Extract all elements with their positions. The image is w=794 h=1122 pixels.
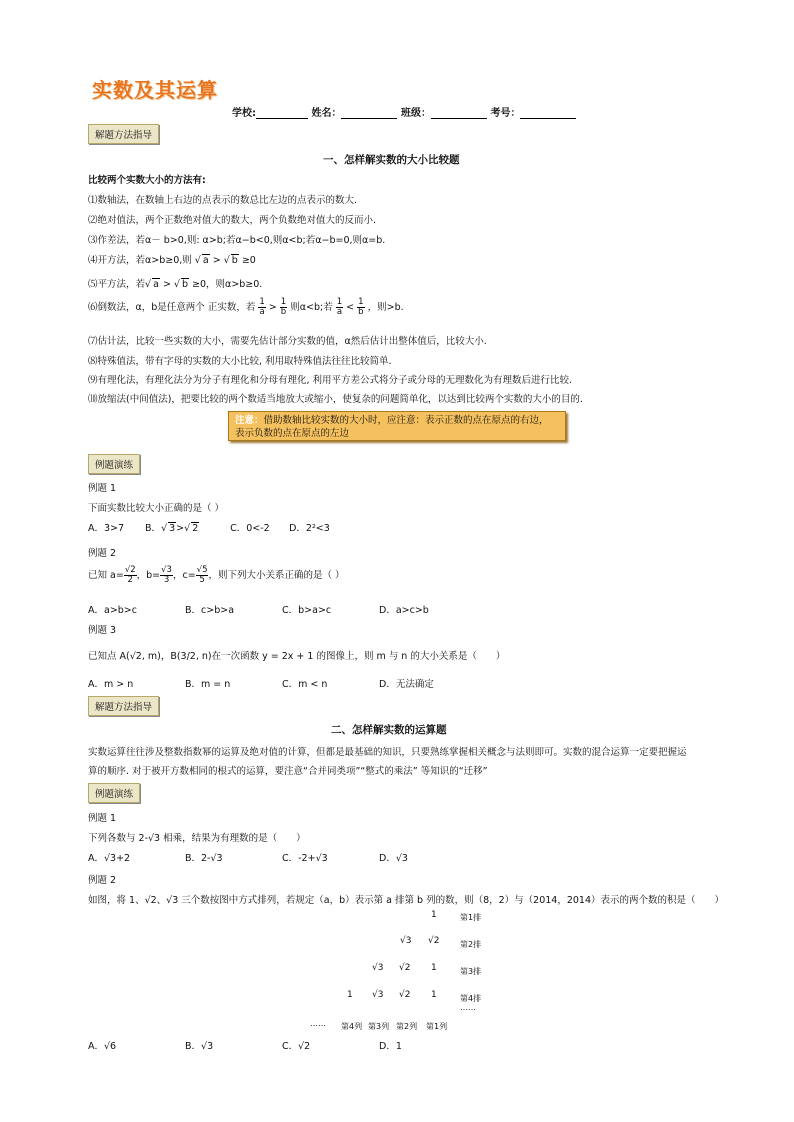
- col-dots: ……: [310, 1019, 326, 1028]
- method-6: ⑹倒数法，α，b是任意两个 正实数，若 $\frac{1}{a}$ > $\frac{1}{b}$ 则α<b;若 $\frac{1}{a}$ < $\frac{1}{b}$ ，则>b.: [88, 297, 404, 317]
- col-label-2: 第2列: [396, 1022, 418, 1031]
- exam-no-label: 考号：: [490, 108, 521, 119]
- name-label: 姓名：: [311, 108, 342, 119]
- method-9: ⑼有理化法，有理化法分为分子有理化和分母有理化, 利用平方差公式将分子或分母的无理数化为有理数后进行比较.: [88, 375, 573, 386]
- note-box: 注意：借助数轴比较实数的大小时，应注意：表示正数的点在原点的右边， 表示负数的点在原点的左边: [228, 411, 566, 441]
- example-2-question: 已知 a= $\frac{√2}{2}$ ，b= $\frac{√3}{3}$ ，c= $\frac{√5}{5}$ ，则下列大小关系正确的是（ ）: [88, 565, 345, 585]
- practice-tag-1: 例题演练: [88, 454, 140, 474]
- cell-3-3: √3: [372, 963, 384, 973]
- method-tag-1: 解题方法指导: [88, 124, 159, 144]
- example-2-options: A．a>b>c B．c>b>a C．b>a>c D．a>c>b: [88, 605, 429, 616]
- page-title: 实数及其运算: [92, 78, 218, 102]
- example-5-options: A．√6 B．√3 C．√2 D．1: [88, 1041, 402, 1052]
- school-label: 学校:: [232, 108, 256, 119]
- section1-heading: 一、怎样解实数的大小比较题: [323, 154, 460, 166]
- col-label-1: 第1列: [426, 1022, 448, 1031]
- note-label: 注意：: [235, 415, 264, 426]
- example-4-options: A．√3+2 B．2-√3 C．-2+√3 D．√3: [88, 853, 408, 864]
- example-4-question: 下列各数与 2-√3 相乘，结果为有理数的是（ ）: [88, 833, 306, 844]
- name-blank[interactable]: [341, 118, 397, 119]
- col-label-3: 第3列: [368, 1022, 390, 1031]
- cell-1-1: 1: [431, 910, 437, 920]
- method-tag-2: 解题方法指导: [88, 696, 159, 716]
- example-3-label: 例题 3: [88, 625, 117, 636]
- method-1: ⑴数轴法，在数轴上右边的点表示的数总比左边的点表示的数大.: [88, 195, 358, 206]
- section2-paragraph-2: 算的顺序. 对于被开方数相同的根式的运算，要注意“合并同类项”“整式的乘法” 等知识的“迁移”: [88, 766, 488, 777]
- practice-tag-2: 例题演练: [88, 783, 140, 803]
- example-1-label: 例题 1: [88, 483, 117, 494]
- exam-no-blank[interactable]: [520, 118, 576, 119]
- student-info: [232, 104, 576, 119]
- method-4: ⑷开方法，若α>b≥0,则 √ a > √ b ≥0: [88, 255, 256, 266]
- method-3: ⑶作差法，若α－ b>0,则: α>b;若α−b<0,则α<b;若α−b=0,则α=b.: [88, 235, 386, 246]
- row-label-3: 第3排: [460, 967, 482, 976]
- row-label-2: 第2排: [460, 940, 482, 949]
- section2-heading: 二、怎样解实数的运算题: [331, 724, 447, 736]
- school-blank[interactable]: [256, 118, 308, 119]
- method-8: ⑻特殊值法，带有字母的实数的大小比较, 利用取特殊值法往往比较简单.: [88, 356, 392, 367]
- cell-2-1: √2: [428, 936, 440, 946]
- cell-4-2: √2: [399, 990, 411, 1000]
- class-label: 班级：: [400, 108, 431, 119]
- method-7: ⑺估计法，比较一些实数的大小，需要先估计部分实数的值，α然后估计出整体值后，比较大小.: [88, 336, 487, 347]
- cell-4-1: 1: [431, 990, 437, 1000]
- example-5-question: 如图，将 1、√2、√3 三个数按图中方式排列，若规定（a，b）表示第 a 排第 b 列的数，则（8，2）与（2014，2014）表示的两个数的积是（ ）: [88, 895, 725, 906]
- section1-intro: 比较两个实数大小的方法有:: [88, 175, 206, 186]
- example-4-label: 例题 1: [88, 813, 117, 824]
- method-10: ⑽放缩法(中间值法)，把要比较的两个数适当地放大或缩小，使复杂的问题简单化，以达到比较两个实数的大小的目的.: [88, 394, 583, 405]
- method-5: ⑸平方法，若√ a > √ b ≥0，则α>b≥0.: [88, 279, 263, 290]
- cell-4-3: √3: [372, 990, 384, 1000]
- method-2: ⑵绝对值法，两个正数绝对值大的数大，两个负数绝对值大的反而小.: [88, 215, 377, 226]
- row-dots: ……: [460, 1003, 476, 1012]
- example-3-question: 已知点 A(√2, m)，B(3/2, n)在一次函数 y = 2x + 1 的图像上，则 m 与 n 的大小关系是（ ）: [88, 651, 506, 662]
- cell-2-2: √3: [400, 936, 412, 946]
- cell-4-4: 1: [347, 990, 353, 1000]
- example-1-options: A．3>7 B．√ 3>√ 2 C．0<-2 D．2²<3: [88, 523, 330, 534]
- cell-3-2: √2: [399, 963, 411, 973]
- example-5-label: 例题 2: [88, 875, 117, 886]
- example-2-label: 例题 2: [88, 548, 117, 559]
- cell-3-1: 1: [431, 963, 437, 973]
- row-label-1: 第1排: [460, 913, 482, 922]
- row-label-4: 第4排: [460, 994, 482, 1003]
- section2-paragraph-1: 实数运算往往涉及整数指数幂的运算及绝对值的计算，但都是最基础的知识，只要熟练掌握相关概念与法则即可。实数的混合运算一定要把握运: [88, 747, 687, 758]
- example-1-question: 下面实数比较大小正确的是（ ）: [88, 503, 225, 514]
- class-blank[interactable]: [431, 118, 487, 119]
- col-label-4: 第4列: [341, 1022, 363, 1031]
- example-3-options: A．m > n B．m = n C．m < n D．无法确定: [88, 679, 434, 690]
